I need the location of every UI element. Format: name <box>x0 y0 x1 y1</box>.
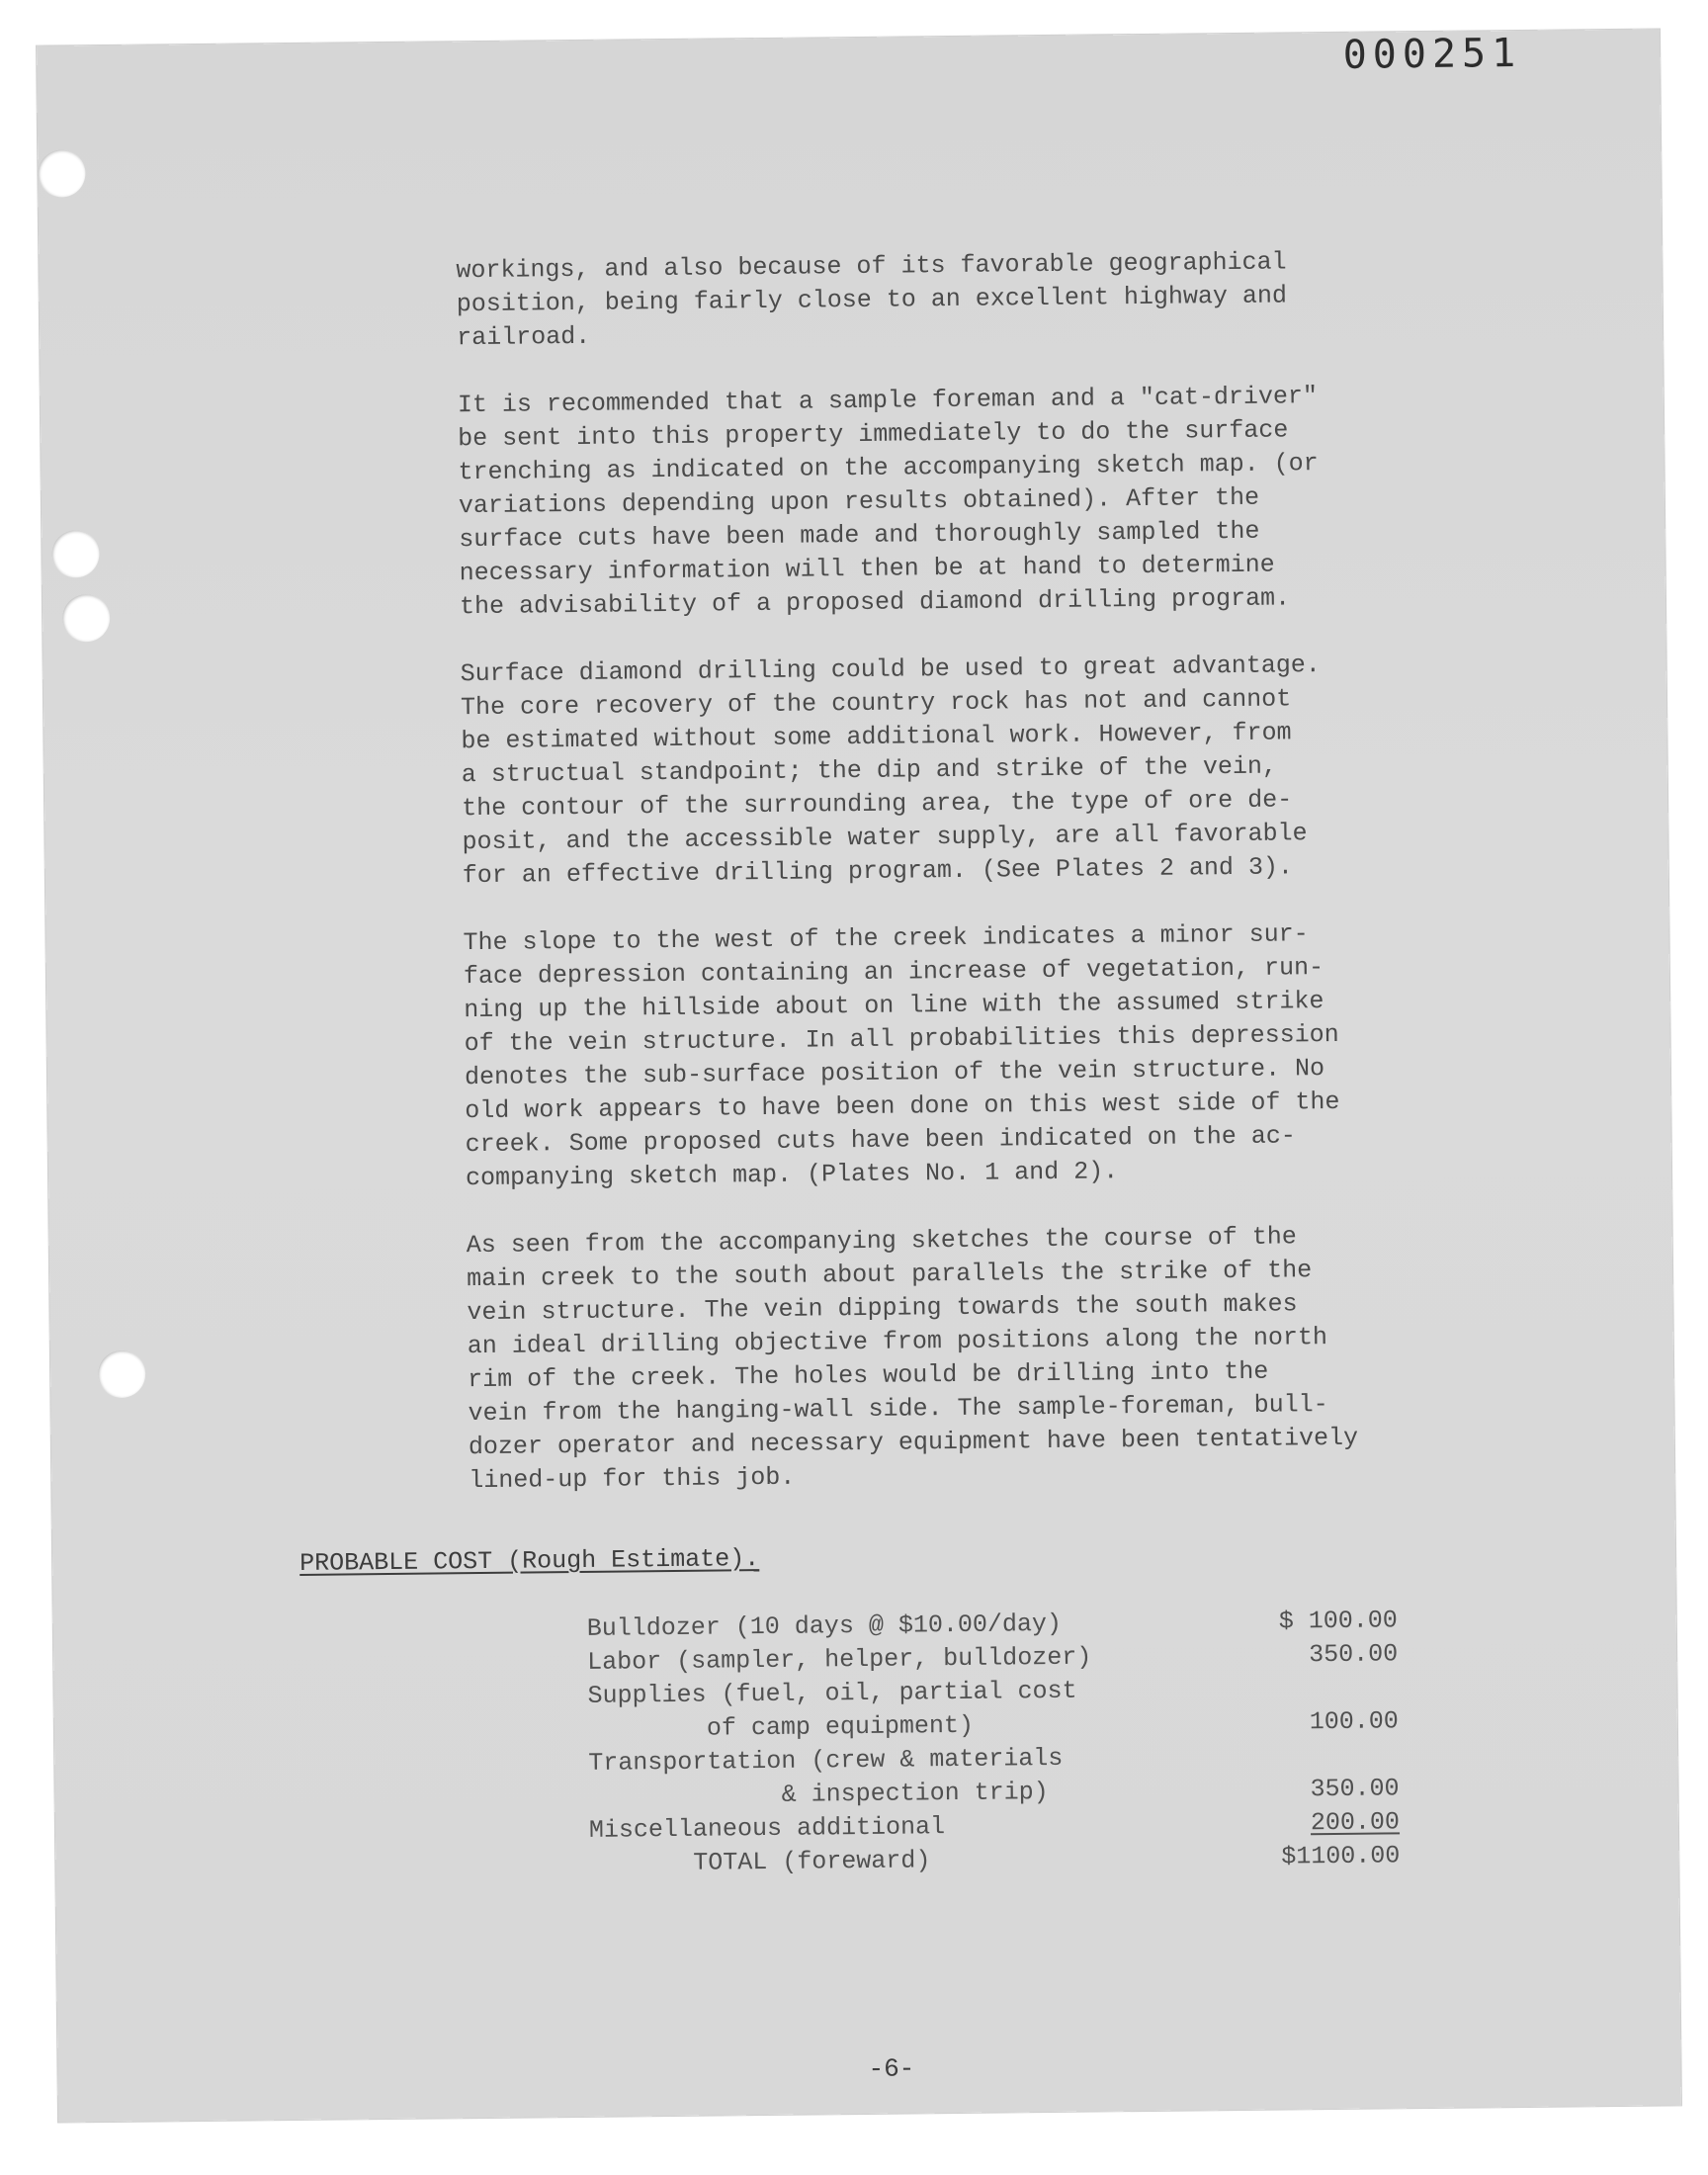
cost-label: of camp equipment) <box>587 1710 975 1744</box>
cost-amount-total: $1100.00 <box>1281 1841 1401 1871</box>
binder-hole-bottom <box>98 1350 146 1399</box>
paragraph-1: workings, and also because of its favorable geographical position, being fairly close to an excellent highway and railroad. <box>456 247 1288 353</box>
paragraph-4: The slope to the west of the creek indicates a minor sur- face depression containing an increase of vegetation, run- ning up the hillside about on line with the assumed strike of the vein structure. In all probabilities this depression denotes the sub-surface position of the vein structure. No old work appears to have been done on this west side of the creek. Some proposed cuts have been indicated on the ac- companying sketch map. (Plates No. 1 and 2). <box>463 919 1340 1193</box>
cost-row-total <box>589 1839 1400 1881</box>
page-number: -6- <box>868 2053 915 2084</box>
cost-heading: PROBABLE COST (Rough Estimate). <box>299 1544 760 1578</box>
cost-amount: 100.00 <box>1309 1706 1400 1737</box>
cost-amount-subtotal: 200.00 <box>1310 1807 1401 1838</box>
binder-hole-middle-2 <box>62 594 111 643</box>
document-page <box>37 29 1681 2122</box>
cost-amount: 350.00 <box>1310 1774 1400 1804</box>
body-text <box>456 243 1516 1531</box>
cost-label: Bulldozer (10 days @ $10.00/day) <box>586 1609 1063 1643</box>
cost-amount: $ 100.00 <box>1278 1606 1398 1636</box>
binder-hole-middle-1 <box>51 530 100 578</box>
cost-label: Labor (sampler, helper, bulldozer) <box>587 1642 1092 1677</box>
cost-label: Supplies (fuel, oil, partial cost <box>587 1676 1077 1710</box>
cost-label-total: TOTAL (foreward) <box>589 1846 931 1878</box>
cost-label: Miscellaneous additional <box>588 1812 946 1845</box>
paragraph-5: As seen from the accompanying sketches the course of the main creek to the south about parallels the strike of the vein structure. The vein dipping towards the south makes an ideal drilling objective from positions along the north rim of the creek. The holes would be drilling into the vein from the hanging-wall side. The sample-foreman, bull- dozer operator and necessary equipment have been tentatively lined-up for this job. <box>466 1222 1359 1496</box>
cost-label: & inspection trip) <box>588 1778 1049 1811</box>
binder-hole-top <box>38 149 86 198</box>
cost-table <box>587 1604 1401 1881</box>
document-stamp-number: 000251 <box>1342 30 1522 78</box>
cost-label: Transportation (crew & materials <box>588 1743 1064 1778</box>
cost-amount: 350.00 <box>1308 1639 1399 1670</box>
paragraph-2: It is recommended that a sample foreman and a "cat-driver" be sent into this property immediately to do the surface trenching as indicated on the accompanying sketch map. (or variations depending upon results obtained). After the surface cuts have been made and thoroughly sampled the necessary information will then be at hand to determine the advisability of a proposed diamond drilling program. <box>457 382 1319 622</box>
paragraph-3: Surface diamond drilling could be used to great advantage. The core recovery of the country rock has not and cannot be estimated without some additional work. However, from a structual standpoint; the dip and strike of the vein, the contour of the surrounding area, the type of ore de- posit, and the accessible water supply, are all favorable for an effective drilling program. (See Plates 2 and 3). <box>460 651 1321 891</box>
